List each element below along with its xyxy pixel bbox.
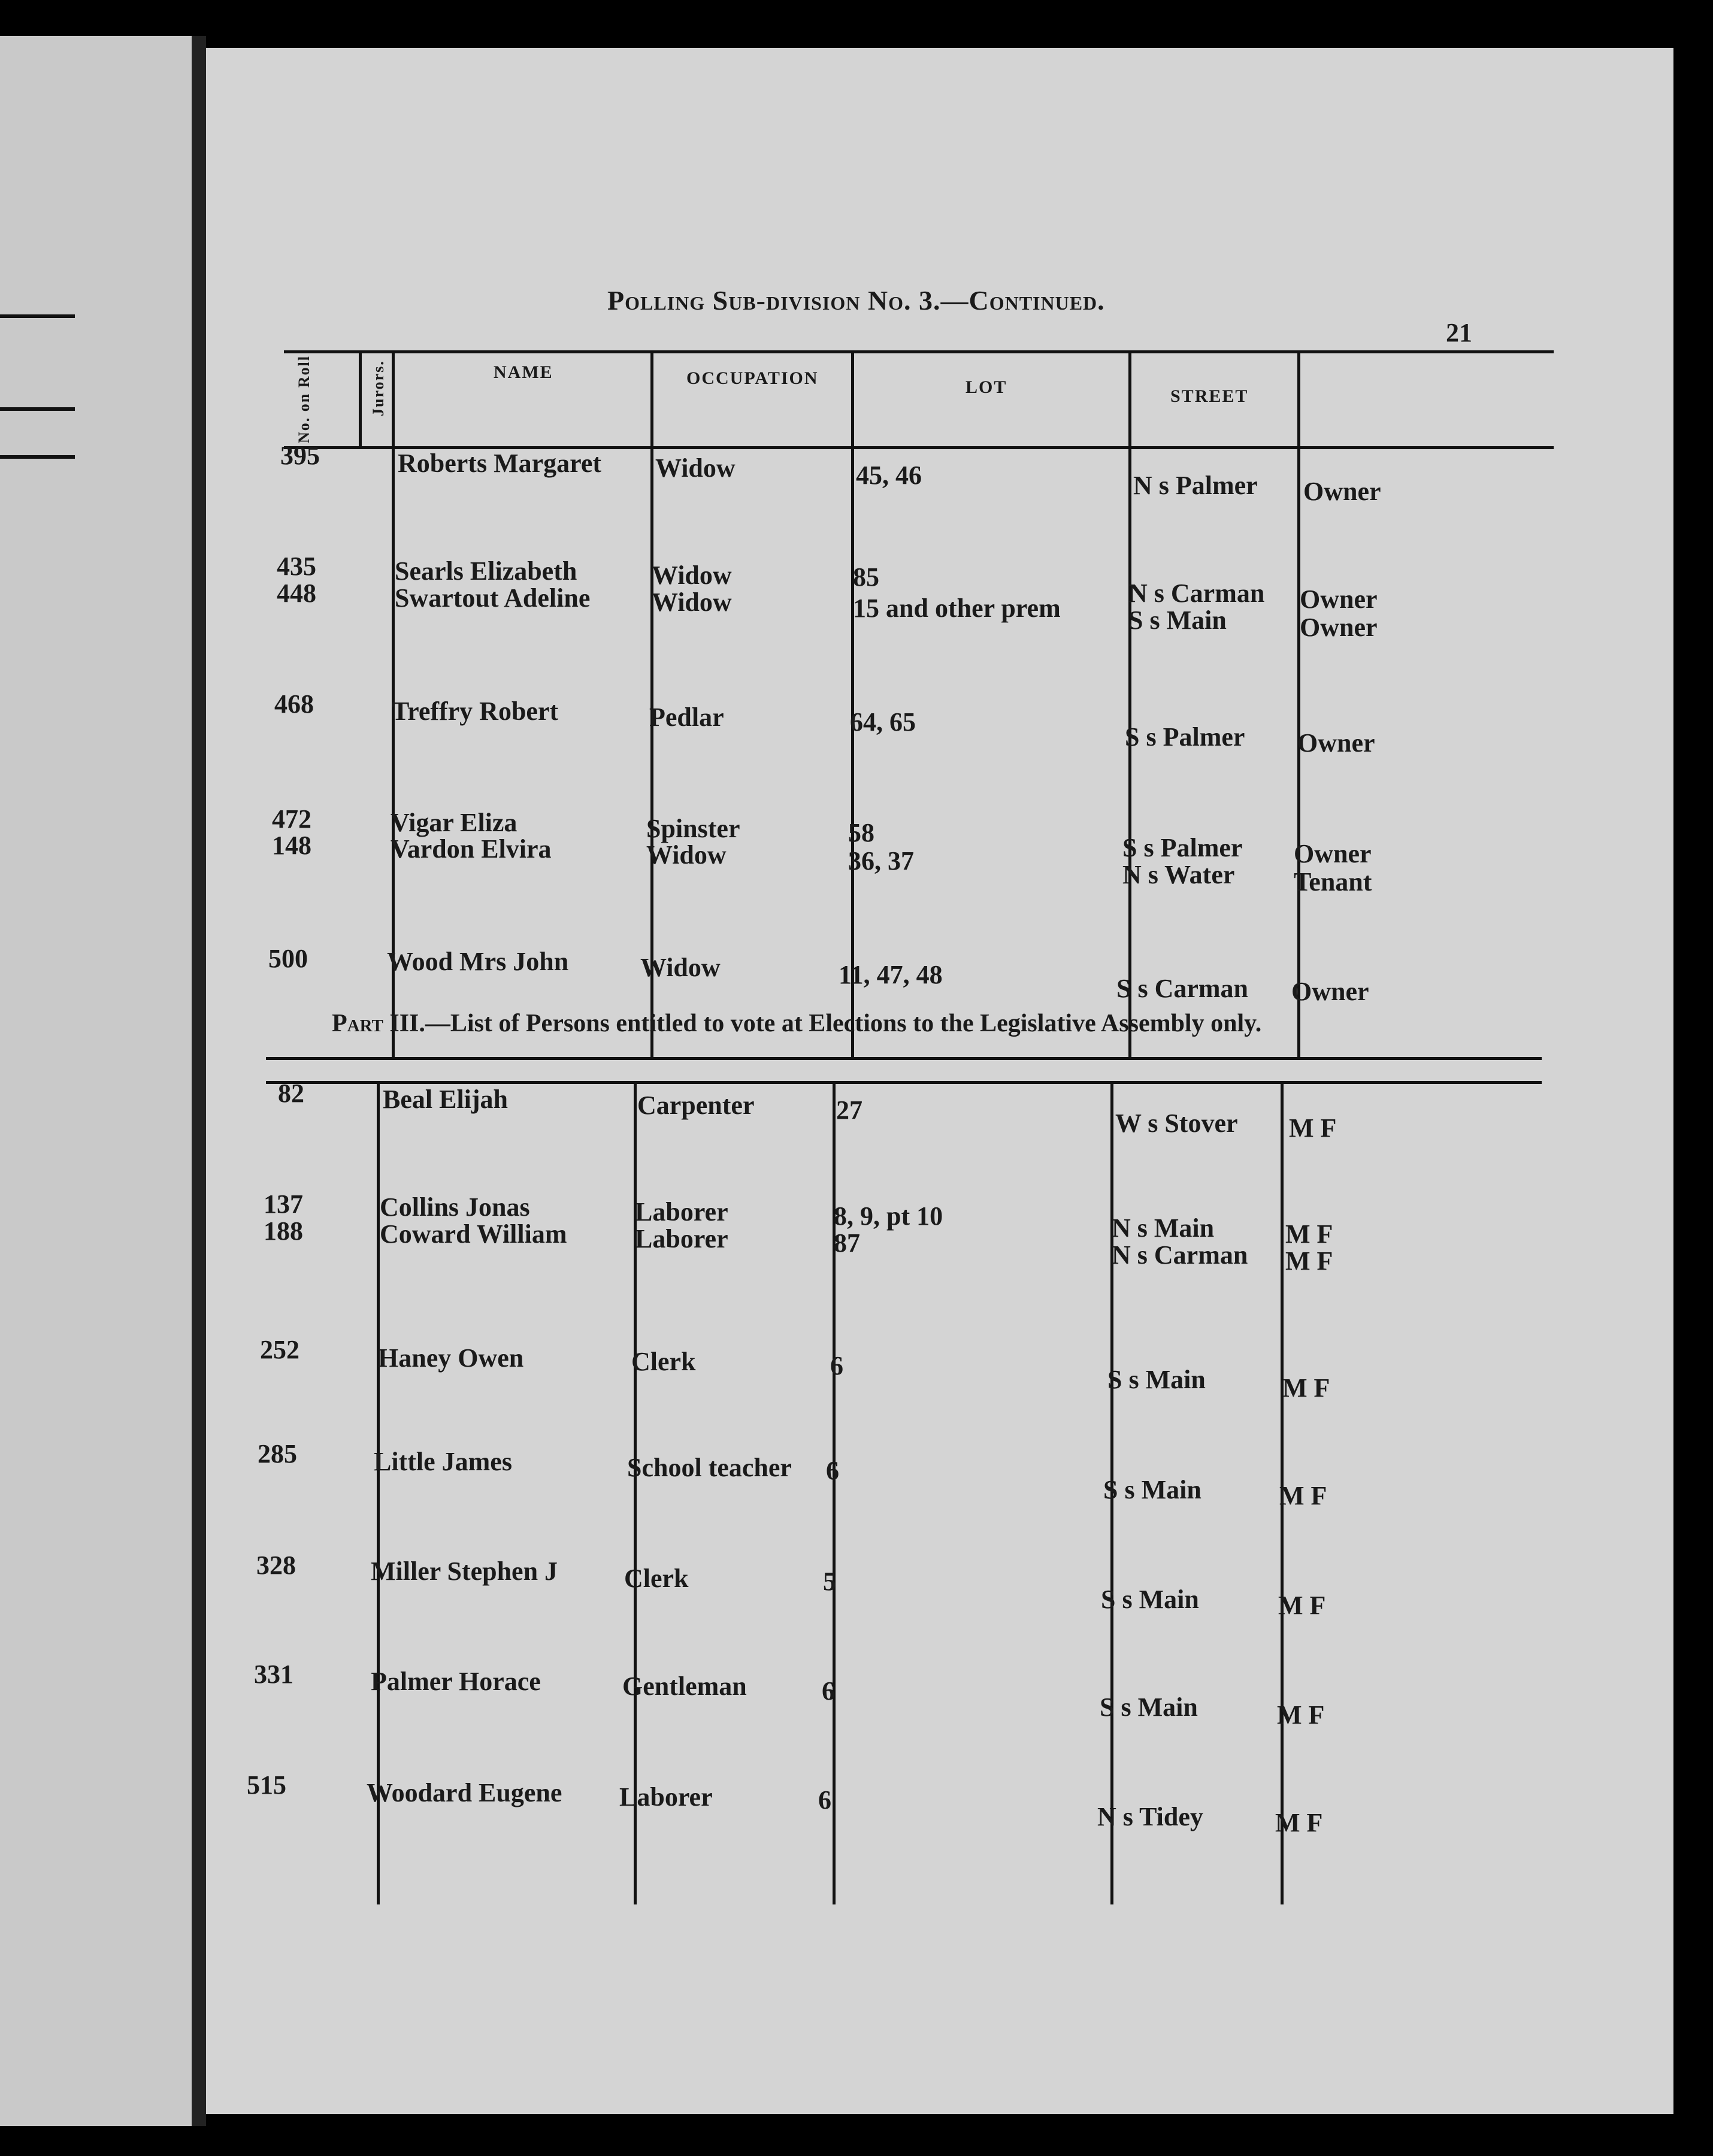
voter-qualification: M F [1278, 1591, 1326, 1620]
street: S s Main [1100, 1692, 1198, 1722]
voter-qualification: M F [1275, 1808, 1323, 1837]
occupation: Carpenter [637, 1091, 755, 1120]
header-lot: LOT [966, 377, 1007, 397]
occupation: Clerk [624, 1564, 689, 1593]
lot: 58 [848, 818, 874, 847]
street: S s Main [1103, 1475, 1201, 1504]
header-no-on-roll: No. on Roll [295, 355, 313, 443]
roll-number: 331 [254, 1660, 293, 1689]
header-jurors: Jurors. [370, 360, 387, 416]
occupation: Laborer [635, 1197, 728, 1227]
occupation: Gentleman [622, 1671, 747, 1701]
roll-number: 82 [278, 1079, 304, 1108]
roll-number: 468 [274, 689, 314, 719]
tenure-status: Owner [1300, 585, 1378, 614]
occupation: School teacher [627, 1453, 792, 1482]
lot: 8, 9, pt 10 [834, 1201, 943, 1231]
voter-name: Miller Stephen J [371, 1557, 558, 1586]
street: S s Palmer [1122, 833, 1243, 862]
voter-name: Little James [374, 1447, 512, 1476]
street: N s Tidey [1097, 1802, 1203, 1831]
tenure-status: Owner [1303, 477, 1381, 506]
voter-qualification: M F [1285, 1246, 1333, 1276]
voter-name: Swartout Adeline [395, 583, 591, 613]
lot: 11, 47, 48 [839, 960, 943, 989]
street: S s Palmer [1125, 722, 1245, 752]
voter-name: Wood Mrs John [387, 947, 569, 976]
part3-top-rule [266, 1057, 1542, 1060]
voter-name: Palmer Horace [371, 1667, 541, 1696]
part3-description: —List of Persons entitled to vote at Elections to the Legislative Assembly only. [425, 1010, 1262, 1037]
lot: 6 [830, 1351, 843, 1380]
roll-number: 188 [264, 1216, 303, 1246]
roll-number: 500 [268, 944, 308, 973]
tenure-status: Owner [1294, 839, 1372, 868]
roll-number: 137 [264, 1189, 303, 1219]
header-top-rule [284, 350, 1554, 353]
column-rule [1128, 350, 1131, 1057]
lot: 15 and other prem [853, 593, 1061, 623]
occupation: Widow [640, 953, 721, 982]
occupation: Widow [652, 588, 732, 617]
header-occupation: OCCUPATION [686, 368, 819, 388]
voter-qualification: M F [1279, 1481, 1327, 1510]
voter-name: Vigar Eliza [391, 808, 517, 837]
roll-number: 435 [277, 552, 316, 581]
street: N s Main [1112, 1213, 1215, 1243]
occupation: Laborer [635, 1224, 728, 1253]
page-title: Polling Sub-division No. 3.—Continued. [607, 285, 1105, 316]
occupation: Widow [652, 561, 732, 590]
roll-number: 328 [256, 1551, 296, 1580]
occupation: Laborer [619, 1782, 713, 1812]
left-page-fragment [0, 36, 192, 2126]
lot: 87 [834, 1228, 860, 1258]
street: S s Main [1107, 1365, 1206, 1394]
street: N s Carman [1112, 1240, 1248, 1270]
part3-label: Part III. [332, 1010, 425, 1037]
lot: 45, 46 [856, 461, 922, 490]
voter-qualification: M F [1285, 1219, 1333, 1249]
street: N s Palmer [1133, 471, 1258, 500]
occupation: Widow [655, 453, 736, 483]
book-gutter [192, 36, 206, 2126]
lot: 36, 37 [848, 846, 914, 876]
voter-qualification: M F [1289, 1113, 1337, 1143]
voter-name: Treffry Robert [392, 697, 559, 726]
header-street: STREET [1170, 386, 1249, 406]
voter-name: Vardon Elvira [391, 834, 552, 864]
lot: 5 [823, 1567, 836, 1596]
roll-number: 148 [272, 831, 311, 860]
left-page-rule [0, 314, 75, 318]
roll-number: 285 [258, 1439, 297, 1468]
street: N s Carman [1128, 579, 1265, 608]
occupation: Widow [646, 840, 727, 870]
occupation: Clerk [631, 1347, 696, 1376]
page-number: 21 [1446, 318, 1472, 347]
voter-qualification: M F [1282, 1373, 1330, 1403]
tenure-status: Owner [1300, 613, 1378, 642]
lot: 85 [853, 562, 879, 592]
document-page [206, 48, 1673, 2114]
left-page-rule [0, 455, 75, 459]
occupation: Pedlar [649, 702, 724, 732]
header-name: NAME [494, 362, 553, 382]
lot: 27 [836, 1095, 862, 1125]
voter-name: Haney Owen [378, 1343, 524, 1373]
occupation: Spinster [646, 814, 740, 843]
left-page-rule [0, 407, 75, 411]
lot: 6 [822, 1676, 835, 1706]
lot: 6 [826, 1456, 839, 1485]
street: W s Stover [1115, 1109, 1238, 1138]
street: S s Main [1101, 1585, 1199, 1614]
voter-name: Roberts Margaret [398, 449, 602, 478]
street: N s Water [1122, 860, 1235, 889]
tenure-status: Tenant [1294, 867, 1372, 897]
roll-number: 448 [277, 579, 316, 608]
roll-number: 472 [272, 804, 311, 834]
roll-number: 252 [260, 1335, 299, 1364]
lot: 6 [818, 1785, 831, 1815]
column-rule [1297, 350, 1300, 1057]
voter-name: Searls Elizabeth [395, 556, 577, 586]
voter-qualification: M F [1277, 1700, 1325, 1730]
street: S s Main [1128, 605, 1227, 635]
roll-number: 395 [280, 441, 320, 470]
column-rule [359, 350, 362, 446]
tenure-status: Owner [1297, 728, 1375, 758]
street: S s Carman [1116, 974, 1249, 1003]
voter-name: Beal Elijah [383, 1085, 509, 1114]
roll-number: 515 [247, 1770, 286, 1800]
voter-name: Woodard Eugene [367, 1778, 562, 1807]
tenure-status: Owner [1291, 977, 1369, 1006]
column-rule [851, 350, 854, 1057]
part3-heading [332, 1009, 1261, 1038]
voter-name: Collins Jonas [380, 1192, 530, 1222]
lot: 64, 65 [850, 707, 916, 737]
voter-name: Coward William [380, 1219, 567, 1249]
